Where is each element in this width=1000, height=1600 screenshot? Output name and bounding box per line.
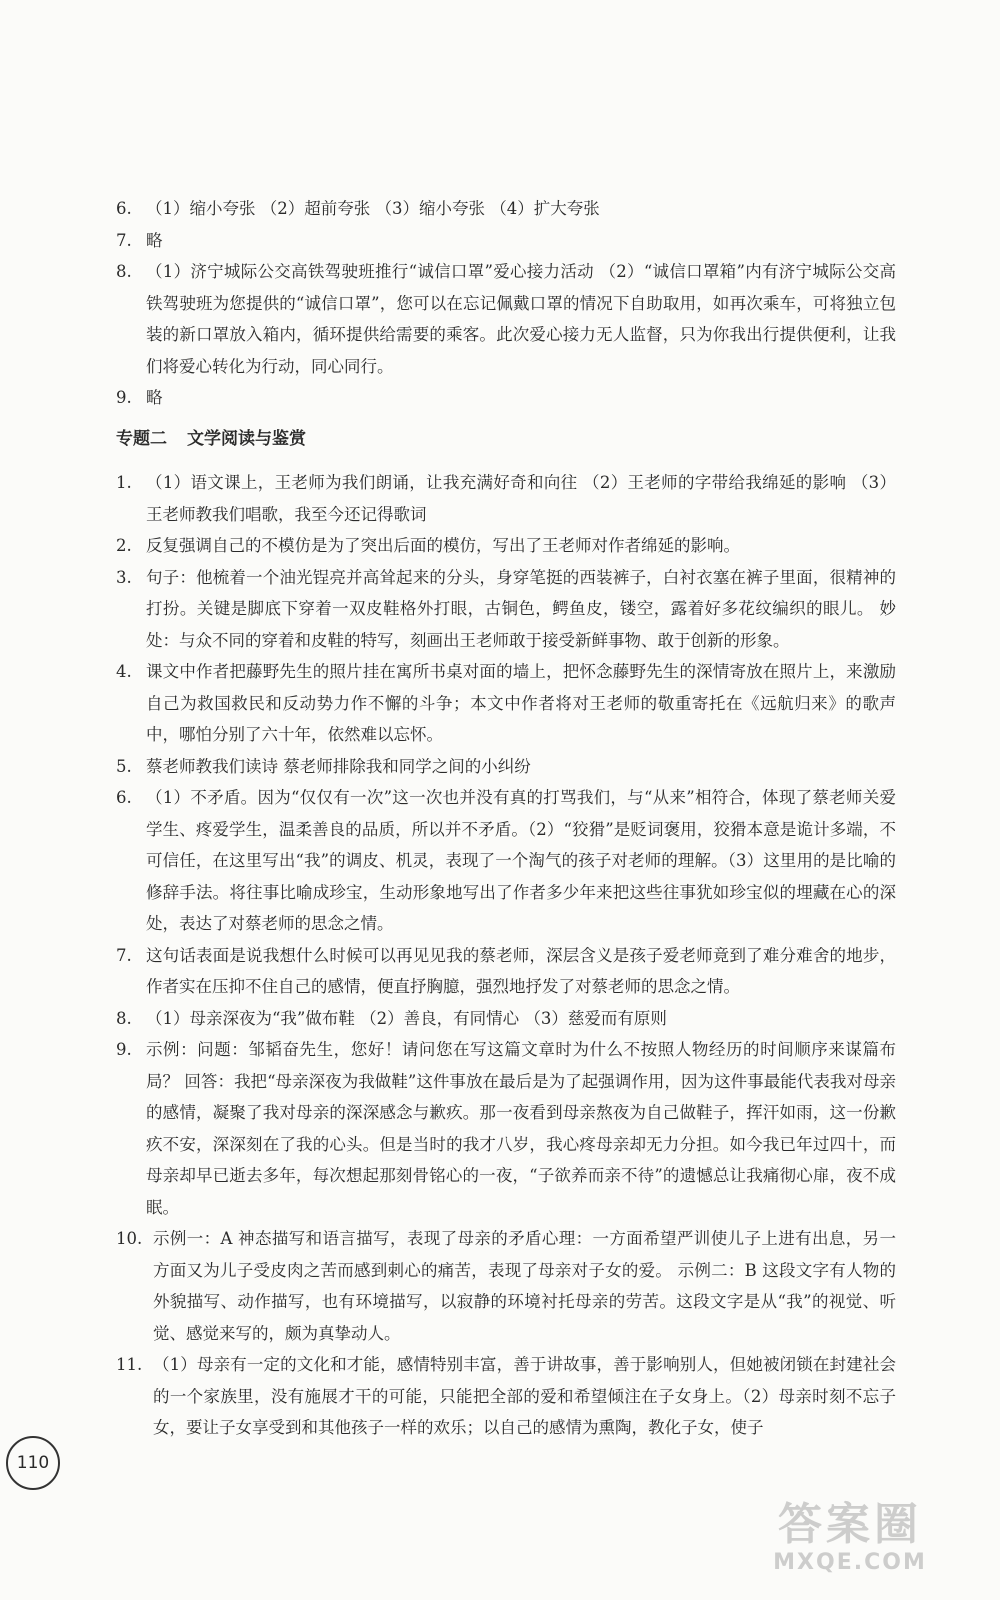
answer-number: 7.: [116, 230, 132, 250]
answer-number: 5.: [116, 756, 132, 776]
answer-item: [116, 1003, 896, 1035]
watermark: [730, 1500, 970, 1590]
answer-number: 10.: [116, 1229, 143, 1248]
answer-item: [116, 467, 896, 530]
section-title: 文学阅读与鉴赏: [187, 428, 306, 449]
answer-text: 反复强调自己的不模仿是为了突出后面的模仿，写出了王老师对作者绵延的影响。: [146, 536, 740, 555]
answer-text: （1）母亲深夜为“我”做布鞋 （2）善良，有同情心 （3）慈爱而有原则: [146, 1008, 667, 1028]
answer-item: [116, 1349, 896, 1444]
answer-text: 句子：他梳着一个油光锃亮并高耸起来的分头，身穿笔挺的西装裤子，白衬衣塞在裤子里面，很精神的打扮。关键是脚底下穿着一双皮鞋格外打眼，古铜色，鳄鱼皮，镂空，露着好多花纹编织的眼儿。 妙处：与众不同的穿着和皮鞋的特写，刻画出王老师敢于接受新鲜事物、敢于创新的形象。: [146, 567, 896, 650]
answer-text: （1）济宁城际公交高铁驾驶班推行“诚信口罩”爱心接力活动 （2）“诚信口罩箱”内有济宁城际公交高铁驾驶班为您提供的“诚信口罩”，您可以在忘记佩戴口罩的情况下自助取用，如再次乘车，可将独立包装的新口罩放入箱内，循环提供给需要的乘客。此次爱心接力无人监督，只为你我出行提供便利，让我们将爱心转化为行动，同心同行。: [146, 262, 896, 376]
answer-number: 8.: [116, 1008, 132, 1028]
answer-item: [116, 530, 896, 562]
answer-text: （1）不矛盾。因为“仅仅有一次”这一次也并没有真的打骂我们，与“从来”相符合，体现了蔡老师关爱学生、疼爱学生，温柔善良的品质，所以并不矛盾。（2）“狡猾”是贬词褒用，狡猾本意是诡计多端，不可信任，在这里写出“我”的调皮、机灵，表现了一个淘气的孩子对老师的理解。（3）这里用的是比喻的修辞手法。将往事比喻成珍宝，生动形象地写出了作者多少年来把这些往事犹如珍宝似的埋藏在心的深处，表达了对蔡老师的思念之情。: [146, 788, 896, 933]
answer-item: [116, 562, 896, 657]
answer-number: 7.: [116, 945, 132, 965]
answer-item: [116, 193, 896, 225]
answer-number: 8.: [116, 262, 132, 281]
watermark-logo-text: 答案圈: [778, 1499, 922, 1550]
answer-item: [116, 1034, 896, 1223]
answer-item: [116, 225, 896, 257]
answer-item: [116, 782, 896, 940]
answer-text: 示例一：A 神态描写和语言描写，表现了母亲的矛盾心理：一方面希望严训使儿子上进有出息，另一方面又为儿子受皮肉之苦而感到刺心的痛苦，表现了母亲对子女的爱。 示例二：B 这段文字有人物的外貌描写、动作描写，也有环境描写，以寂静的环境衬托母亲的劳苦。这段文字是从“我”的视觉、听觉、感觉来写的，颇为真挚动人。: [153, 1229, 896, 1343]
watermark-url: MXQE.COM: [773, 1550, 927, 1575]
answer-number: 11.: [116, 1355, 143, 1374]
answer-text: 这句话表面是说我想什么时候可以再见见我的蔡老师，深层含义是孩子爱老师竟到了难分难舍的地步，作者实在压抑不住自己的感情，便直抒胸臆，强烈地抒发了对蔡老师的思念之情。: [146, 945, 896, 996]
answer-item: [116, 656, 896, 751]
answer-item: [116, 382, 896, 414]
answer-text: 课文中作者把藤野先生的照片挂在寓所书桌对面的墙上，把怀念藤野先生的深情寄放在照片上，来激励自己为救国救民和反动势力作不懈的斗争；本文中作者将对王老师的敬重寄托在《远航归来》的歌声中，哪怕分别了六十年，依然难以忘怀。: [146, 662, 896, 744]
answer-text: （1）缩小夸张 （2）超前夸张 （3）缩小夸张 （4）扩大夸张: [146, 199, 600, 218]
section-heading: [116, 424, 896, 456]
answer-number: 9.: [116, 1040, 132, 1059]
answer-item: [116, 940, 896, 1003]
answer-number: 4.: [116, 662, 132, 681]
answer-number: 9.: [116, 388, 132, 407]
answer-list-top: [116, 193, 896, 414]
answer-item: [116, 751, 896, 783]
answer-content: [116, 193, 896, 1444]
answer-list-section: [116, 467, 896, 1444]
answer-text: 略: [146, 230, 163, 250]
answer-number: 3.: [116, 567, 132, 587]
page-number: 110: [6, 1436, 60, 1490]
section-label: 专题二: [116, 428, 167, 449]
answer-text: （1）母亲有一定的文化和才能，感情特别丰富，善于讲故事，善于影响别人，但她被闭锁在封建社会的一个家族里，没有施展才干的可能，只能把全部的爱和希望倾注在子女身上。（2）母亲时刻不忘子女，要让子女享受到和其他孩子一样的欢乐；以自己的感情为熏陶，教化子女，使子: [153, 1355, 896, 1437]
answer-text: 示例：问题：邹韬奋先生，您好！请问您在写这篇文章时为什么不按照人物经历的时间顺序来谋篇布局？ 回答：我把“母亲深夜为我做鞋”这件事放在最后是为了起强调作用，因为这件事最能代表我对母亲的感情，凝聚了我对母亲的深深感念与歉疚。那一夜看到母亲熬夜为自己做鞋子，挥汗如雨，这一份歉疚不安，深深刻在了我的心头。但是当时的我才八岁，我心疼母亲却无力分担。如今我已年过四十，而母亲却早已逝去多年，每次想起那刻骨铭心的一夜，“子欲养而亲不待”的遗憾总让我痛彻心扉，夜不成眠。: [146, 1040, 896, 1217]
answer-item: [116, 1223, 896, 1349]
answer-text: 蔡老师教我们读诗 蔡老师排除我和同学之间的小纠纷: [146, 756, 531, 776]
answer-number: 1.: [116, 473, 132, 492]
answer-number: 6.: [116, 199, 132, 218]
answer-number: 6.: [116, 788, 132, 807]
answer-text: （1）语文课上，王老师为我们朗诵，让我充满好奇和向往 （2）王老师的字带给我绵延的影响 （3）王老师教我们唱歌，我至今还记得歌词: [146, 473, 896, 524]
answer-item: [116, 256, 896, 382]
answer-number: 2.: [116, 536, 132, 555]
answer-text: 略: [146, 388, 163, 407]
